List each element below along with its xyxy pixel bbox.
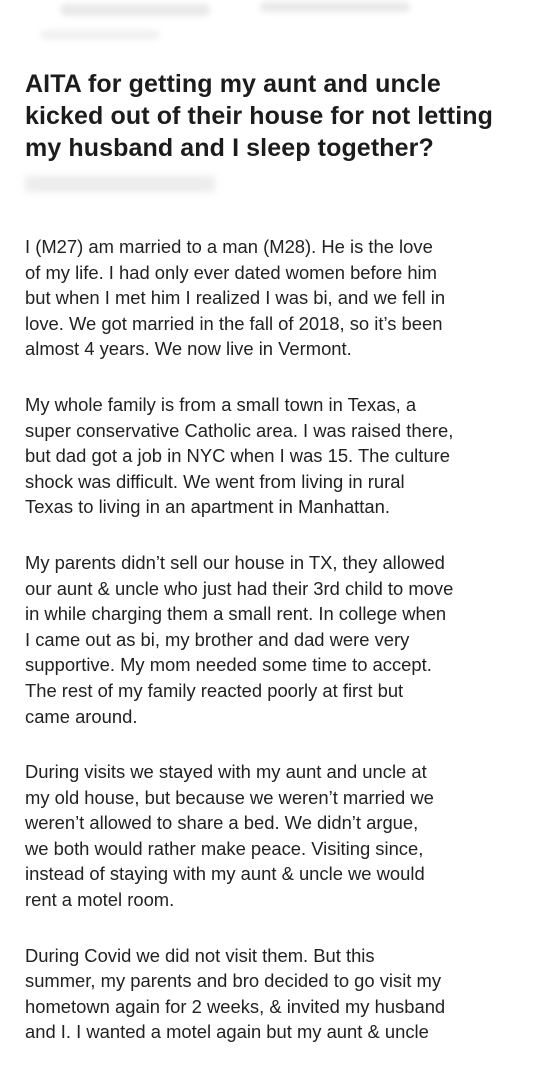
post-line: summer, my parents and bro decided to go visit my [25,970,442,992]
post-line: but dad got a job in NYC when I was 15. The culture [25,445,450,467]
post-title-line: AITA for getting my aunt and uncle [25,70,441,98]
post-title-line: my husband and I sleep together? [25,134,434,162]
post-line: and I. I wanted a motel again but my aunt & uncle [25,1021,429,1043]
post-line: shock was difficult. We went from living in rural [25,470,405,492]
post-line: of my life. I had only ever dated women before him [25,261,437,283]
post-line: weren’t allowed to share a bed. We didn’t argue, [25,812,419,834]
post-line: The rest of my family reacted poorly at first but [25,679,404,701]
post-line: Texas to living in an apartment in Manhattan. [25,496,390,518]
post-body [25,234,530,1075]
post-paragraph [25,392,530,520]
post-line: hometown again for 2 weeks, & invited my husband [25,995,446,1017]
post-line: in while charging them a small rent. In college when [25,603,447,625]
post-line: came around. [25,705,138,727]
post-line: supportive. My mom needed some time to accept. [25,654,432,676]
post-line: During visits we stayed with my aunt and uncle at [25,761,427,783]
post-paragraph [25,943,530,1045]
post-line: but when I met him I realized I was bi, and we fell in [25,287,446,309]
post-line: instead of staying with my aunt & uncle we would [25,863,425,885]
post-line: super conservative Catholic area. I was raised there, [25,419,454,441]
post-line: we both would rather make peace. Visiting since, [25,837,424,859]
post-line: rent a motel room. [25,889,175,911]
post-line: During Covid we did not visit them. But this [25,944,375,966]
blurred-header-left [60,4,210,16]
post-line: I (M27) am married to a man (M28). He is the love [25,236,433,257]
post-line: love. We got married in the fall of 2018, so it’s been [25,312,443,334]
post-line: our aunt & uncle who just had their 3rd child to move [25,577,454,599]
blurred-post-meta [25,176,215,192]
post-line: My whole family is from a small town in Texas, a [25,393,417,415]
blurred-header-sub [40,30,160,40]
post-paragraph [25,550,530,729]
blurred-header-center [260,2,410,12]
post-paragraph [25,759,530,913]
post-title [25,68,535,164]
post-line: my old house, but because we weren’t married we [25,786,434,808]
post-line: I came out as bi, my brother and dad were very [25,628,410,650]
post-title-line: kicked out of their house for not letting [25,102,493,130]
post-line: My parents didn’t sell our house in TX, they allowed [25,551,445,573]
post-line: almost 4 years. We now live in Vermont. [25,338,352,360]
post-paragraph [25,234,530,362]
